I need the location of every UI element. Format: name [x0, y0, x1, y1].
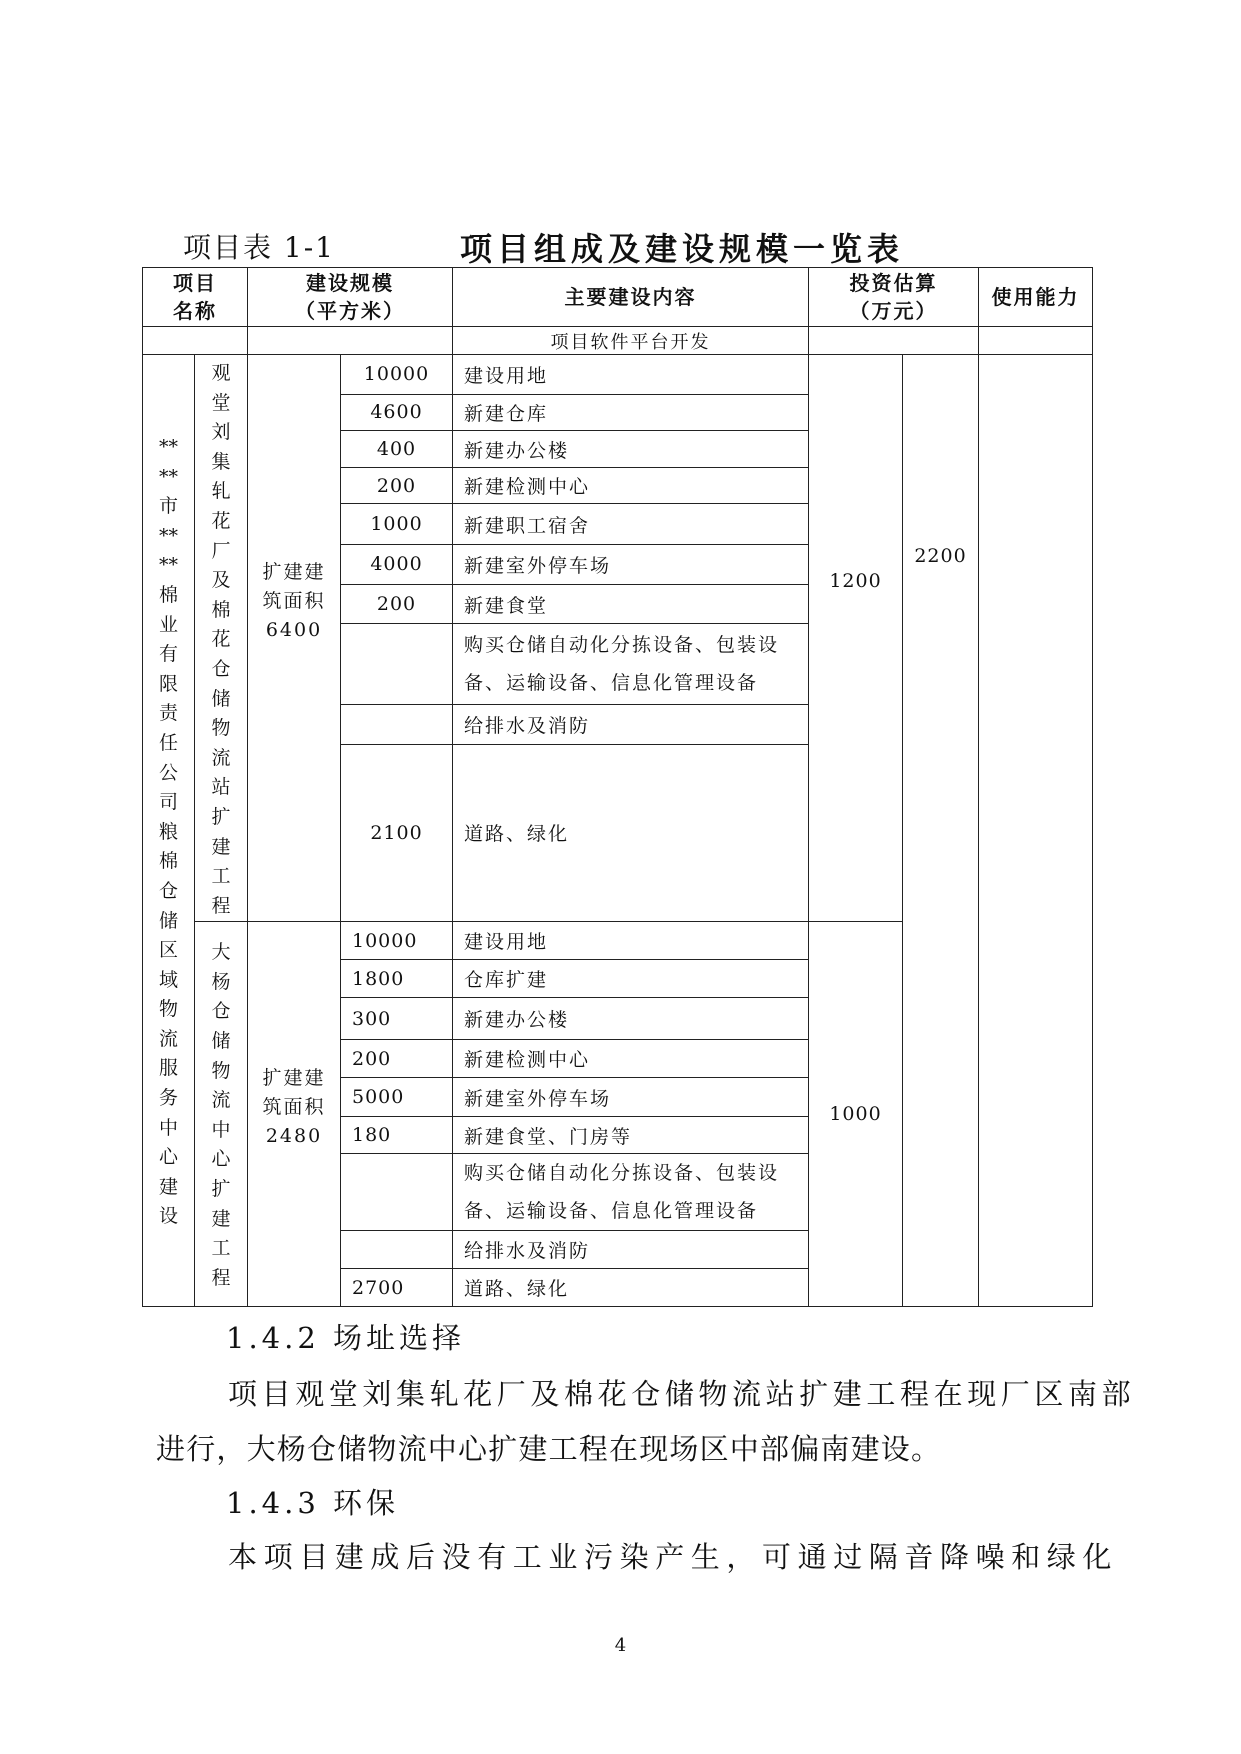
sub2-content: 给排水及消防 — [453, 1231, 809, 1269]
sub1-area: 2100 — [341, 744, 453, 922]
sub1-content: 新建职工宿舍 — [453, 504, 809, 545]
project-composition-table — [142, 267, 1093, 1307]
sub1-area: 400 — [341, 431, 453, 468]
sub2-area-total: 扩建建 筑面积 2480 — [248, 922, 341, 1307]
sub2-area: 300 — [341, 998, 453, 1040]
table-title: 项目组成及建设规模一览表 — [460, 230, 905, 268]
software-row — [143, 327, 1093, 355]
sub1-content: 建设用地 — [453, 355, 809, 395]
sub1-content: 新建仓库 — [453, 394, 809, 431]
sub1-area: 200 — [341, 584, 453, 624]
sub2-area: 2700 — [341, 1269, 453, 1307]
header-row — [143, 268, 1093, 327]
sub2-investment: 1000 — [809, 922, 903, 1307]
sub2-area: 10000 — [341, 922, 453, 960]
section-heading-environment: 1.4.3 环保 — [226, 1486, 400, 1520]
sub1-area — [341, 624, 453, 704]
sub2-area: 200 — [341, 1040, 453, 1078]
paragraph-site-line1: 项目观堂刘集轧花厂及棉花仓储物流站扩建工程在现厂区南部 — [228, 1377, 1136, 1411]
sub1-content: 新建办公楼 — [453, 431, 809, 468]
sub1-area — [341, 704, 453, 744]
table-number: 项目表 1-1 — [183, 231, 335, 264]
sub1-project-name: 观堂刘集轧花厂及棉花仓储物流站扩建工程 — [195, 355, 248, 922]
sub1-area: 4600 — [341, 394, 453, 431]
sub2-area — [341, 1231, 453, 1269]
sub2-area: 5000 — [341, 1078, 453, 1117]
sub2-area: 180 — [341, 1117, 453, 1154]
sub1-content: 新建室外停车场 — [453, 545, 809, 585]
sub1-area: 10000 — [341, 355, 453, 395]
sub1-content: 购买仓储自动化分拣设备、包装设 备、运输设备、信息化管理设备 — [453, 624, 809, 704]
header-project-name: 项目 名称 — [143, 268, 248, 327]
sub1-area: 4000 — [341, 545, 453, 585]
sub1-content: 新建检测中心 — [453, 467, 809, 504]
sub1-content: 道路、绿化 — [453, 744, 809, 922]
sub2-area: 1800 — [341, 960, 453, 998]
sub2-content: 新建室外停车场 — [453, 1078, 809, 1117]
sub2-area — [341, 1154, 453, 1231]
header-content: 主要建设内容 — [453, 268, 809, 327]
sub1-content: 给排水及消防 — [453, 704, 809, 744]
total-investment: 2200 — [903, 355, 979, 1307]
sub2-content: 新建检测中心 — [453, 1040, 809, 1078]
sub2-content: 仓库扩建 — [453, 960, 809, 998]
header-investment: 投资估算 （万元） — [809, 268, 979, 327]
paragraph-environment-line1: 本项目建成后没有工业污染产生，可通过隔音降噪和绿化 — [228, 1540, 1119, 1574]
table-caption — [0, 226, 1241, 266]
sub1-area-total: 扩建建 筑面积 6400 — [248, 355, 341, 922]
sub2-content: 建设用地 — [453, 922, 809, 960]
sub1-content: 新建食堂 — [453, 584, 809, 624]
table-row — [143, 355, 1093, 395]
software-row-content: 项目软件平台开发 — [453, 327, 809, 355]
header-scale: 建设规模 （平方米） — [248, 268, 453, 327]
sub1-area: 200 — [341, 467, 453, 504]
header-capacity: 使用能力 — [979, 268, 1093, 327]
sub2-project-name: 大杨仓储物流中心扩建工程 — [195, 922, 248, 1307]
paragraph-site-line2: 进行，大杨仓储物流中心扩建工程在现场区中部偏南建设。 — [156, 1432, 942, 1466]
sub2-content: 新建食堂、门房等 — [453, 1117, 809, 1154]
sub1-investment: 1200 — [809, 355, 903, 922]
sub2-content: 新建办公楼 — [453, 998, 809, 1040]
section-heading-site: 1.4.2 场址选择 — [226, 1321, 466, 1355]
sub2-content: 购买仓储自动化分拣设备、包装设 备、运输设备、信息化管理设备 — [453, 1154, 809, 1231]
sub2-content: 道路、绿化 — [453, 1269, 809, 1307]
sub1-area: 1000 — [341, 504, 453, 545]
overall-project-name: ****市****棉业有限责任公司粮棉仓储区域物流服务中心建设 — [143, 355, 195, 1307]
capacity-cell — [979, 355, 1093, 1307]
page-number: 4 — [614, 1635, 627, 1656]
